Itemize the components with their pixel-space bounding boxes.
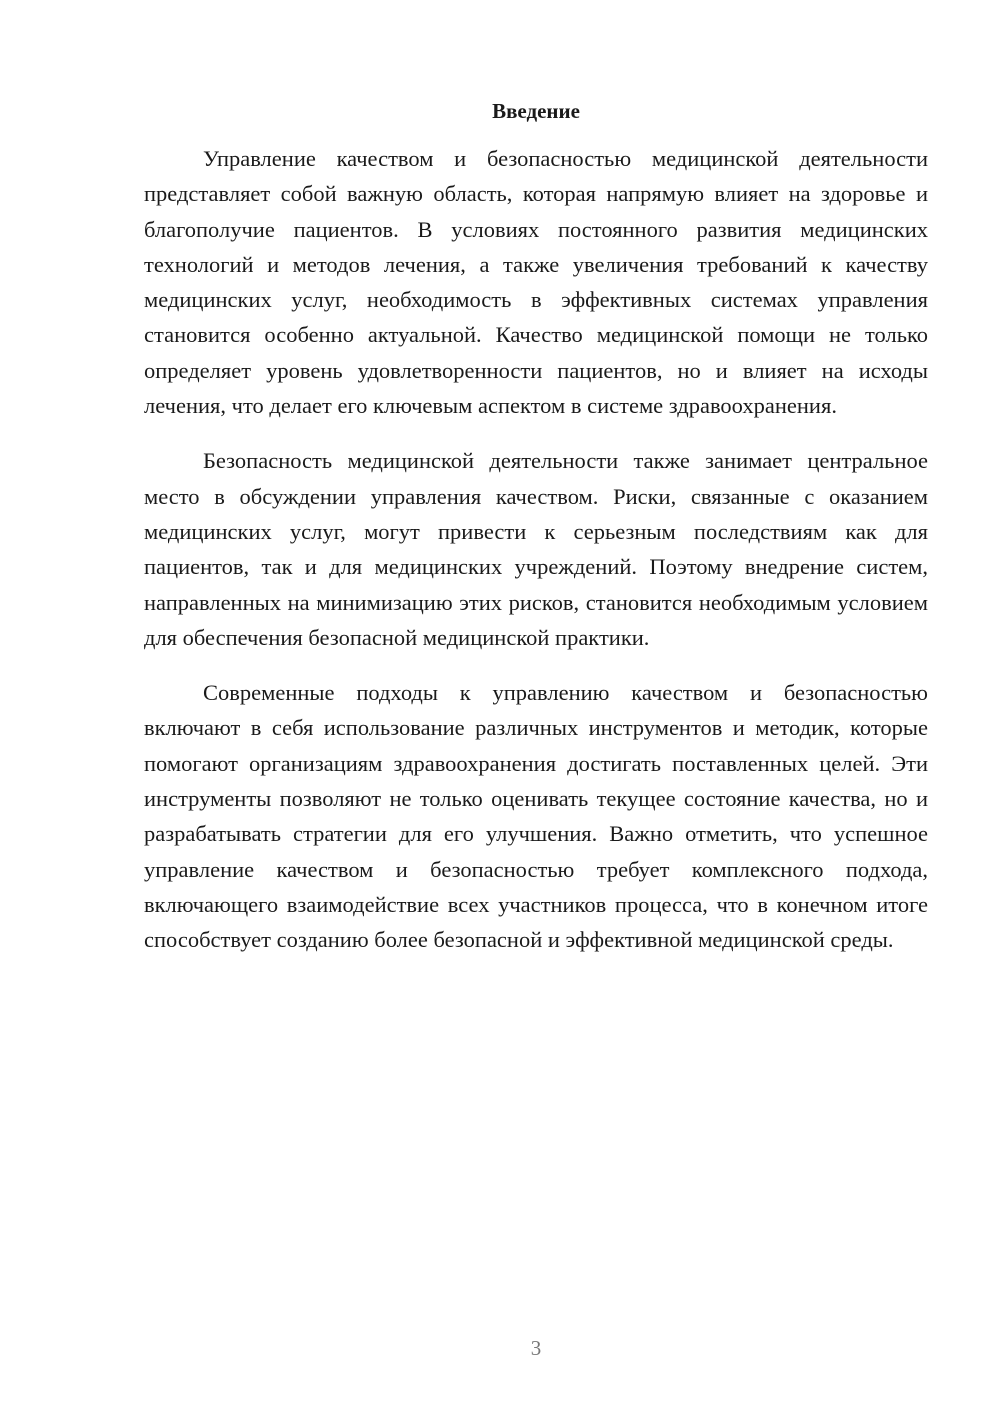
- section-heading: Введение: [492, 99, 580, 123]
- paragraph: Управление качеством и безопасностью медицинской деятельности представляет собой важную область, которая напрямую влияет на здоровье и благополучие пациентов. В условиях постоянного развития медицинских технологий и методов лечения, а также увеличения требований к качеству медицинских услуг, необходимость в эффективных системах управления становится особенно актуальной. Качество медицинской помощи не только определяет уровень удовлетворенности пациентов, но и влияет на исходы лечения, что делает его ключевым аспектом в системе здравоохранения.: [144, 146, 928, 419]
- paragraph: Безопасность медицинской деятельности также занимает центральное место в обсуждении управления качеством. Риски, связанные с оказанием медицинских услуг, могут привести к серьезным последствиям как для пациентов, так и для медицинских учреждений. Поэтому внедрение систем, направленных на минимизацию этих рисков, становится необходимым условием для обеспечения безопасной медицинской практики.: [144, 448, 928, 650]
- paragraph: Современные подходы к управлению качеством и безопасностью включают в себя использование различных инструментов и методик, которые помогают организациям здравоохранения достигать поставленных целей. Эти инструменты позволяют не только оценивать текущее состояние качества, но и разрабатывать стратегии для его улучшения. Важно отметить, что успешное управление качеством и безопасностью требует комплексного подхода, включающего взаимодействие всех участников процесса, что в конечном итоге способствует созданию более безопасной и эффективной медицинской среды.: [144, 680, 928, 953]
- page-number: 3: [530, 1336, 542, 1360]
- body-text: [144, 141, 928, 978]
